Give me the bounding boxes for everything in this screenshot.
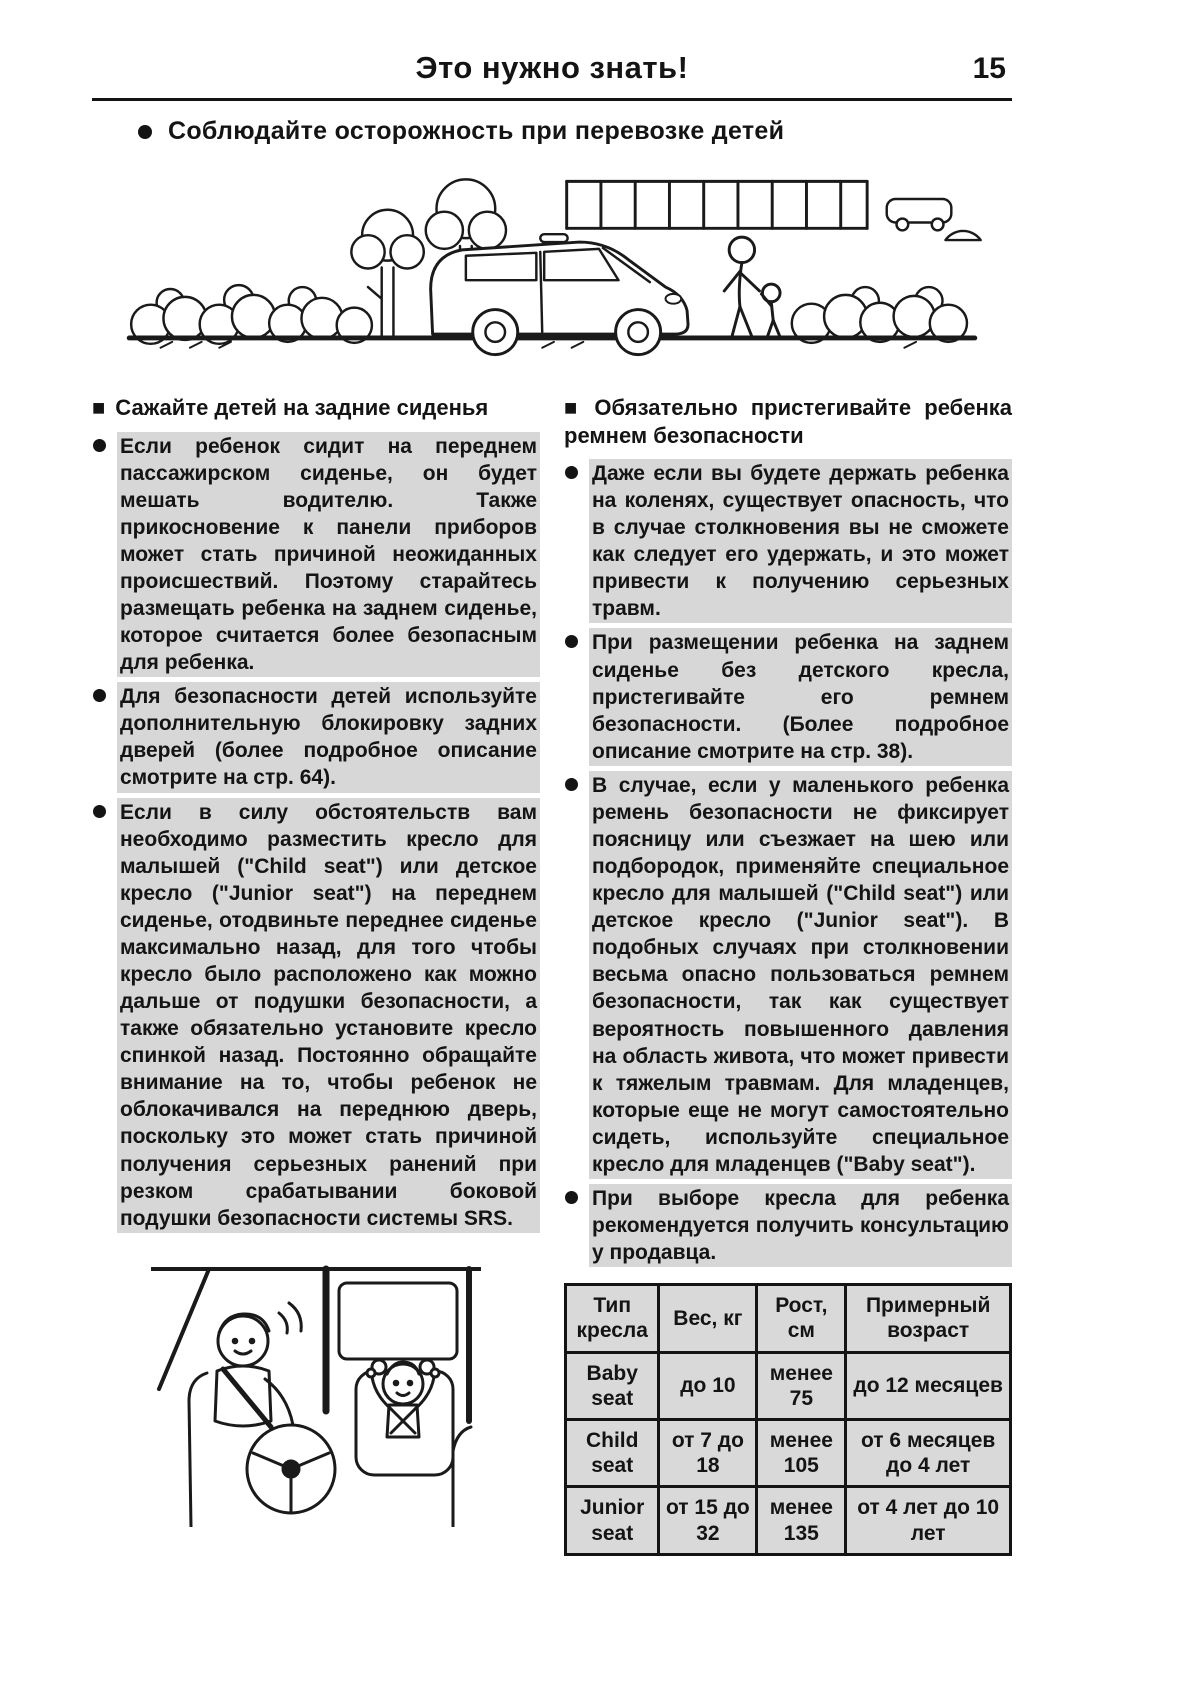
list-item [564,459,1012,623]
list-item-text: Если ребенок сидит на переднем пассажирском сиденье, он будет мешать водителю. Также прикосновение к панели приборов может стать причиной неожиданных происшествий. Поэтому старайтесь размещать ребенка на заднем сиденье, которое считается более безопасным для ребенка. [117,432,540,678]
table-cell: до 12 месяцев [846,1352,1011,1419]
list-item [92,798,540,1233]
list-item [92,432,540,678]
table-cell: менее 135 [757,1487,846,1554]
table-header-cell: Вес, кг [659,1285,757,1352]
table-cell: от 6 месяцев до 4 лет [846,1420,1011,1487]
manual-page [92,0,1012,1556]
right-column-heading-text: Обязательно пристегивайте ребенка ремнем безопасности [564,395,1012,448]
table-header-cell: Тип кресла [566,1285,659,1352]
list-item [564,771,1012,1179]
page-header [92,50,1012,94]
right-column-heading [564,394,1012,449]
right-bullet-list [564,459,1012,1267]
content-columns [92,394,1012,1556]
street-scene-illustration [118,152,986,382]
list-item [92,682,540,792]
table-cell: от 7 до 18 [659,1420,757,1487]
right-column [564,394,1012,1556]
table-row [566,1487,1011,1554]
list-item-text: При выборе кресла для ребенка рекомендуется получить консультацию у продавца. [589,1184,1012,1267]
seat-size-table [564,1283,1012,1556]
left-bullet-list [92,432,540,1233]
list-item [564,1184,1012,1267]
square-bullet-icon: ■ [564,395,585,420]
table-cell: Junior seat [566,1487,659,1554]
left-column-heading-text: Сажайте детей на задние сиденья [115,395,489,420]
table-cell: Child seat [566,1420,659,1487]
table-cell: от 15 до 32 [659,1487,757,1554]
list-item-text: Если в силу обстоятельств вам необходимо разместить кресло для малышей ("Child seat") или детское кресло ("Junior seat") на переднем сиденье, отодвиньте переднее сиденье максимально назад, для того чтобы кресло было расположено как можно дальше от подушки безопасности, а также обязательно установите кресло спинкой назад. Постоянно обращайте внимание на то, чтобы ребенок не облокачивался на переднюю дверь, поскольку это может стать причиной получения серьезных ранений при резком срабатывании боковой подушки безопасности системы SRS. [117,798,540,1233]
table-header-cell: Примерный возраст [846,1285,1011,1352]
table-header-row [566,1285,1011,1352]
table-row [566,1352,1011,1419]
round-bullet-icon [565,635,578,648]
table-cell: менее 105 [757,1420,846,1487]
round-bullet-icon [565,778,578,791]
round-bullet-icon [565,466,578,479]
header-divider [92,98,1012,101]
left-column-heading [92,394,540,422]
list-item [564,628,1012,765]
section-title: Соблюдайте осторожность при перевозке детей [168,117,785,145]
round-bullet-icon [565,1191,578,1204]
page-title: Это нужно знать! [415,50,689,85]
table-cell: Baby seat [566,1352,659,1419]
left-column [92,394,540,1556]
list-item-text: При размещении ребенка на заднем сиденье без детского кресла, пристегивайте его ремнем безопасности. (Более подробное описание смотрите на стр. 38). [589,628,1012,765]
table-row [566,1420,1011,1487]
list-item-text: В случае, если у маленького ребенка ремень безопасности не фиксирует поясницу или съезжает на шею или подбородок, применяйте специальное кресло для малышей ("Child seat") или детское кресло ("Junior seat"). В подобных случаях при столкновении весьма опасно пользоваться ремнем безопасности, так как существует вероятность повышенного давления на область живота, что может привести к тяжелым травмам. Для младенцев, которые еще не могут самостоятельно сидеть, используйте специальное кресло для младенцев ("Baby seat"). [589,771,1012,1179]
round-bullet-icon [93,805,106,818]
round-bullet-icon [93,439,106,452]
table-header-cell: Рост, см [757,1285,846,1352]
car-interior-illustration [151,1259,481,1527]
square-bullet-icon: ■ [92,395,106,420]
round-bullet-icon [93,689,106,702]
table-cell: от 4 лет до 10 лет [846,1487,1011,1554]
street-scene-drawing [118,152,986,382]
round-bullet-icon [138,125,152,139]
table-cell: до 10 [659,1352,757,1419]
list-item-text: Для безопасности детей используйте дополнительную блокировку задних дверей (более подробное описание смотрите на стр. 64). [117,682,540,792]
table-cell: менее 75 [757,1352,846,1419]
section-title-row [138,117,1012,146]
car-interior-drawing [151,1259,481,1527]
list-item-text: Даже если вы будете держать ребенка на коленях, существует опасность, что в случае столкновения вы не сможете как следует его удержать, и это может привести к получению серьезных травм. [589,459,1012,623]
page-number: 15 [972,52,1006,85]
